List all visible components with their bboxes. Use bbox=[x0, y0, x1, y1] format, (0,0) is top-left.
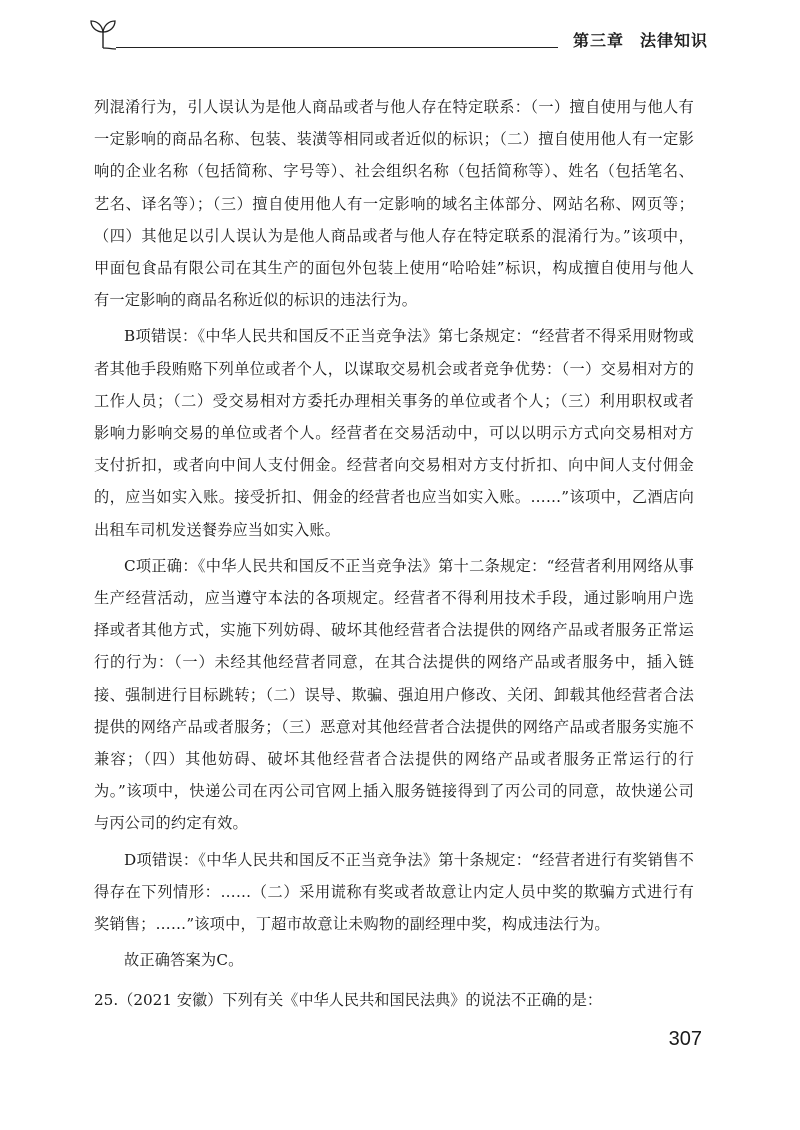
sprout-icon bbox=[88, 16, 118, 50]
page-body bbox=[94, 91, 694, 976]
question-25: 25.（2021 安徽）下列有关《中华人民共和国民法典》的说法不正确的是： bbox=[94, 991, 603, 1009]
paragraph-answer: 故正确答案为C。 bbox=[124, 951, 244, 970]
chapter-heading bbox=[573, 28, 708, 51]
page-header bbox=[88, 14, 708, 54]
paragraph-continuation: 列混淆行为，引人误认为是他人商品或者与他人存在特定联系：（一）擅自使用与他人有一定影响的商品名称、包装、装潢等相同或者近似的标识；（二）擅自使用他人有一定影响的企业名称（包括简称、字号等）、社会组织名称（包括简称等）、姓名（包括笔名、艺名、译名等）；（三）擅自使用他人有一定影响的域名主体部分、网站名称、网页等；（四）其他足以引人误认为是他人商品或者与他人存在特定联系的混淆行为。”该项中，甲面包食品有限公司在其生产的面包外包装上使用“哈哈娃”标识，构成擅自使用与他人有一定影响的商品名称近似的标识的违法行为。 bbox=[94, 98, 694, 310]
page-number: 307 bbox=[668, 1028, 702, 1050]
paragraph-option-c: C项正确：《中华人民共和国反不正当竞争法》第十二条规定：“经营者利用网络从事生产经营活动，应当遵守本法的各项规定。经营者不得利用技术手段，通过影响用户选择或者其他方式，实施下列妨碍、破坏其他经营者合法提供的网络产品或者服务正常运行的行为：（一）未经其他经营者同意，在其合法提供的网络产品或者服务中，插入链接、强制进行目标跳转；（二）误导、欺骗、强迫用户修改、关闭、卸载其他经营者合法提供的网络产品或者服务；（三）恶意对其他经营者合法提供的网络产品或者服务实施不兼容；（四）其他妨碍、破坏其他经营者合法提供的网络产品或者服务正常运行的行为。”该项中，快递公司在丙公司官网上插入服务链接得到了丙公司的同意，故快递公司与丙公司的约定有效。 bbox=[94, 556, 694, 833]
chapter-title: 法律知识 bbox=[639, 31, 708, 50]
paragraph-option-d: D项错误：《中华人民共和国反不正当竞争法》第十条规定：“经营者进行有奖销售不得存在下列情形：……（二）采用谎称有奖或者故意让内定人员中奖的欺骗方式进行有奖销售；……”该项中，丁超市故意让未购物的副经理中奖，构成违法行为。 bbox=[94, 850, 694, 934]
chapter-number: 第三章 bbox=[572, 31, 624, 50]
header-rule bbox=[116, 47, 558, 48]
paragraph-option-b: B项错误：《中华人民共和国反不正当竞争法》第七条规定：“经营者不得采用财物或者其他手段贿赂下列单位或者个人，以谋取交易机会或者竞争优势：（一）交易相对方的工作人员；（二）受交易相对方委托办理相关事务的单位或者个人；（三）利用职权或者影响力影响交易的单位或者个人。经营者在交易活动中，可以以明示方式向交易相对方支付折扣，或者向中间人支付佣金。经营者向交易相对方支付折扣、向中间人支付佣金的，应当如实入账。接受折扣、佣金的经营者也应当如实入账。……”该项中，乙酒店向出租车司机发送餐券应当如实入账。 bbox=[94, 327, 694, 539]
